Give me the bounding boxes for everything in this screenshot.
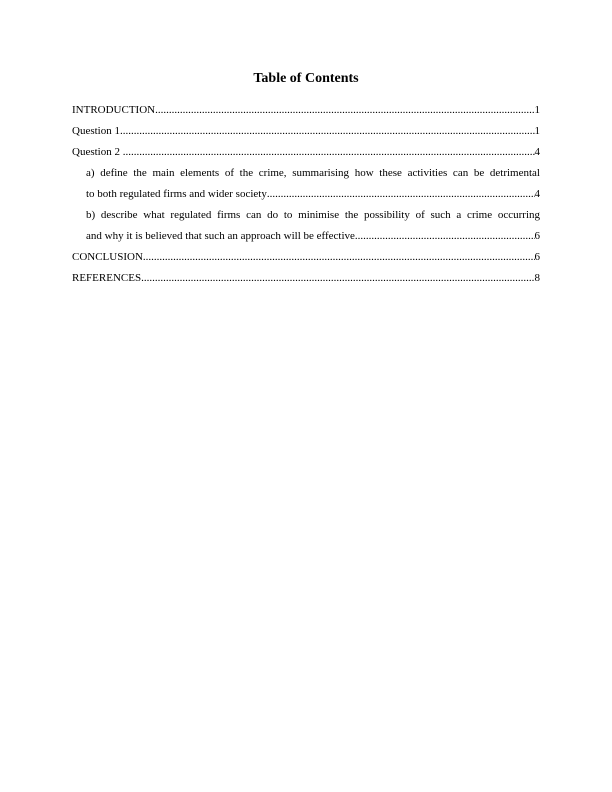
toc-entry-label-line2: and why it is believed that such an approach will be effective [86, 226, 355, 247]
toc-entry-label: Question 2 [72, 142, 123, 163]
toc-page-number: 8 [534, 272, 540, 284]
table-of-contents [72, 100, 540, 289]
toc-entry-label-line2: to both regulated firms and wider society [86, 184, 267, 205]
toc-entry-label-line1: b) describe what regulated firms can do to minimise the possibility of such a crime occurring [86, 209, 540, 221]
toc-entry-label: REFERENCES [72, 268, 141, 289]
toc-page-number: 4 [534, 146, 540, 158]
dot-leader [355, 226, 535, 247]
toc-entry-question-2a[interactable] [72, 163, 540, 205]
dot-leader [155, 100, 534, 121]
dot-leader [123, 142, 535, 163]
toc-entry-label: CONCLUSION [72, 247, 143, 268]
toc-entry-label-line1: a) define the main elements of the crime, summarising how these activities can be detrimental [86, 167, 540, 179]
toc-title: Table of Contents [253, 71, 359, 86]
toc-entry-label: Question 1 [72, 121, 120, 142]
toc-page-number: 6 [534, 230, 540, 242]
dot-leader [120, 121, 535, 142]
toc-page-number: 4 [534, 188, 540, 200]
dot-leader [267, 184, 535, 205]
dot-leader [143, 247, 535, 268]
toc-page-number: 1 [534, 104, 540, 116]
toc-page-number: 1 [534, 125, 540, 137]
toc-entry-question-2[interactable] [72, 142, 540, 163]
toc-entry-references[interactable] [72, 268, 540, 289]
toc-entry-question-1[interactable] [72, 121, 540, 142]
toc-page-number: 6 [534, 251, 540, 263]
toc-entry-introduction[interactable] [72, 100, 540, 121]
toc-entry-conclusion[interactable] [72, 247, 540, 268]
dot-leader [141, 268, 534, 289]
toc-entry-label: INTRODUCTION [72, 100, 155, 121]
toc-entry-question-2b[interactable] [72, 205, 540, 247]
